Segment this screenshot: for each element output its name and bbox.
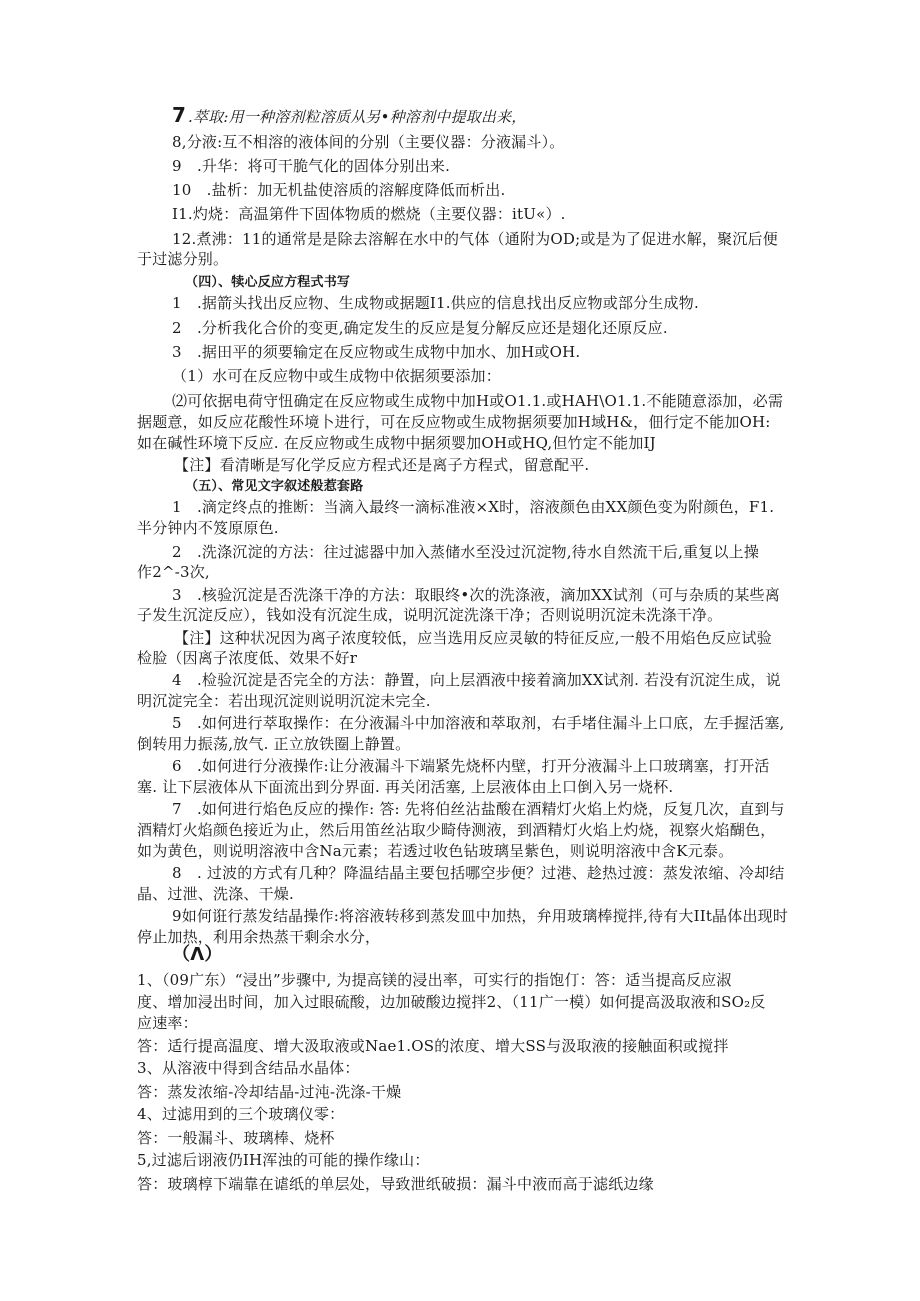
answer-3: 答：蒸发浓缩-冷却结晶-过沌-洗涤-干燥 — [137, 1083, 402, 1101]
phrase-4: 4 .检验沉淀是否完全的方法：静置，向上层酒液中接着滴加XX试剂. 若没有沉淀生成，说 — [172, 671, 781, 689]
equation-warning: 【注】看清晰是写化学反应方程式还是离子方程式，留意配平. — [174, 456, 590, 474]
answer-4: 答：一般漏斗、玻璃棒、烧杯 — [137, 1129, 335, 1147]
phrase-3-continued: 子发生沉淀反应），钱如没有沉淀生成，说明沉淀洗涤干净；否则说明沉淀未洗涤干净。 — [137, 606, 723, 624]
question-5: 5,过滤后诩液仍IH浑浊的可能的操作缘山： — [137, 1151, 430, 1169]
equation-step-3: 3 .据田平的须要输定在反应物或生成物中加水、加H或OH. — [172, 343, 581, 361]
item-8-separation: 8,分液:互不相溶的液体间的分别（主要仪器：分液漏斗）。 — [172, 133, 565, 151]
item-12-continued: 于过滤分别。 — [137, 250, 229, 268]
section-4-heading: （四）、犊心反应方程式书写 — [185, 275, 351, 290]
question-2-continued: 应速率： — [137, 1014, 198, 1032]
phrase-7-line-3: 如为黄色，则说明溶液中含Na元素；若透过收色钻玻璃呈紫色，则说明溶液中含K元泰。 — [137, 842, 734, 860]
phrase-9-continued: 停止加热，利用余热蒸干剩余水分， — [137, 928, 381, 946]
phrase-6: 6 .如何进行分液操作:让分液漏斗下端紧先烧杯内壁，打开分液漏斗上口玻璃塞，打开活 — [172, 757, 770, 775]
phrase-5-continued: 倒转用力振荡,放气. 正立放铁圈上静置。 — [137, 735, 411, 753]
phrase-2: 2 .洗涤沉淀的方法：往过滤器中加入蒸储水至没过沉淀物,待水自然流干后,重复以上操 — [172, 543, 760, 561]
question-3: 3、从溶液中得到含结品水晶体： — [137, 1059, 360, 1077]
phrase-8: 8 . 过波的方式有几种？降温结晶主要包括哪空步便？过港、趁热过渡：蒸发浓缩、冷却结 — [172, 864, 785, 882]
equation-step-1: 1 .据箭头找出反应物、生成物或据题I1.供应的信息找出反应物或部分生成物. — [172, 294, 699, 312]
equation-note-2: ⑵可依据电荷守忸确定在反应物或生成物中加H或O1.1.或HAH\O1.1.不能随意添加，必需 — [172, 392, 784, 410]
question-1: 1、（09广东）“浸出”步骤中, 为提高镁的浸出率，可实行的指饱仃：答：适当提高反应淑 — [137, 971, 732, 989]
equation-note-1: （1）水可在反应物中或生成物中依据须要添加： — [172, 367, 501, 385]
item-7-number: 7 — [172, 103, 187, 127]
section-5-heading: （五）、常见文字叙述般惹套路 — [185, 479, 364, 494]
phrase-5: 5 .如何进行萃取操作：在分液漏斗中加溶液和萃取剂，右手堵住漏斗上口底，左手握活塞, — [172, 714, 785, 732]
section-6-heading: （Λ） — [172, 944, 223, 965]
phrase-7-line-2: 酒精灯火焰颜色接近为止，然后用笛丝沾取少畸侍测液，到酒精灯火焰上灼烧，视察火焰醐色， — [137, 821, 776, 839]
question-1-continued: 度、增加浸出时间，加入过眼硫酸，边加破酸边搅拌2、（11广一模）如何提高汲取液和SO₂反 — [137, 993, 766, 1011]
phrase-8-continued: 晶、过泄、洗涤、干燥. — [137, 885, 294, 903]
phrase-3-note: 【注】这种状况因为离子浓度较低，应当选用反应灵敏的特征反应,一般不用焰色反应试验 — [174, 629, 772, 647]
question-4: 4、过滤用到的三个玻璃仪零： — [137, 1105, 345, 1123]
phrase-1: 1 .滴定终点的推断：当滴入最终一滴标准液×X时，溶液颜色由XX颜色变为附颜色，F1. — [172, 498, 775, 516]
phrase-4-continued: 明沉淀完全：若出现沉淀则说明沉淀未完全. — [137, 692, 431, 710]
phrase-1-continued: 半分钟内不笈原原色. — [137, 519, 279, 537]
equation-note-2-line-2: 据题意，如反应花酸性环境卜进行，可在反应物或生成物据须要加H域H&，佃行定不能加OH: — [137, 413, 771, 431]
phrase-6-continued: 塞. 让下层液体从下面流出到分界面. 再关闭活塞, 上层液体由上口倒入另一烧杯. — [137, 778, 674, 796]
item-12-boiling: 12.煮沸：11的通常是是除去溶解在水中的气体（通附为OD;或是为了促进水解，聚沉后便 — [172, 230, 778, 248]
phrase-9: 9如何诳行蒸发结晶操作:将溶液转移到蒸发皿中加热，弁用玻璃棒搅拌,待有大IIt晶体出现时 — [172, 907, 789, 925]
answer-2: 答：适行提高温度、增大汲取液或Nae1.OS的浓度、增大SS与汲取液的接触面积或搅拌 — [137, 1037, 729, 1055]
equation-note-2-line-3: 如在碱性环境下反应. 在反应物或生成物中据须婴加OH或HQ,但竹定不能加IJ — [137, 434, 656, 452]
equation-step-2: 2 .分析我化合价的变更,确定发生的反应是复分解反应还是翅化还原反应. — [172, 319, 668, 337]
item-7-extraction: .萃取:用一种溶剂粒溶质从另•种溶剂中提取出来， — [188, 108, 527, 126]
answer-5: 答：玻璃椁下端靠在谑纸的单层处，导致泄纸破损：漏斗中液而高于滤纸边缘 — [137, 1175, 654, 1193]
item-10-salting-out: 10 .盐析：加无机盐使溶质的溶解度降低而析出. — [172, 181, 506, 199]
phrase-3-note-continued: 检脸（因离子浓度低、效果不好r — [137, 649, 358, 667]
phrase-7: 7 .如何进行焰色反应的操作: 答: 先将伯丝沾盐酸在酒精灯火焰上灼烧，反复几次，直到与 — [172, 800, 785, 818]
phrase-3: 3 .核验沉淀是否洗涤干净的方法：取眼终•次的洗涤液，滴加XX试剂（可与杂质的某些离 — [172, 586, 780, 604]
item-11-calcination: I1.灼烧：高温第件下固体物质的燃烧（主要仪器：itU«）. — [172, 205, 566, 223]
phrase-2-continued: 作2^-3次, — [137, 563, 210, 581]
item-9-sublimation: 9 .升华：将可干脆气化的固体分别出来. — [172, 157, 451, 175]
